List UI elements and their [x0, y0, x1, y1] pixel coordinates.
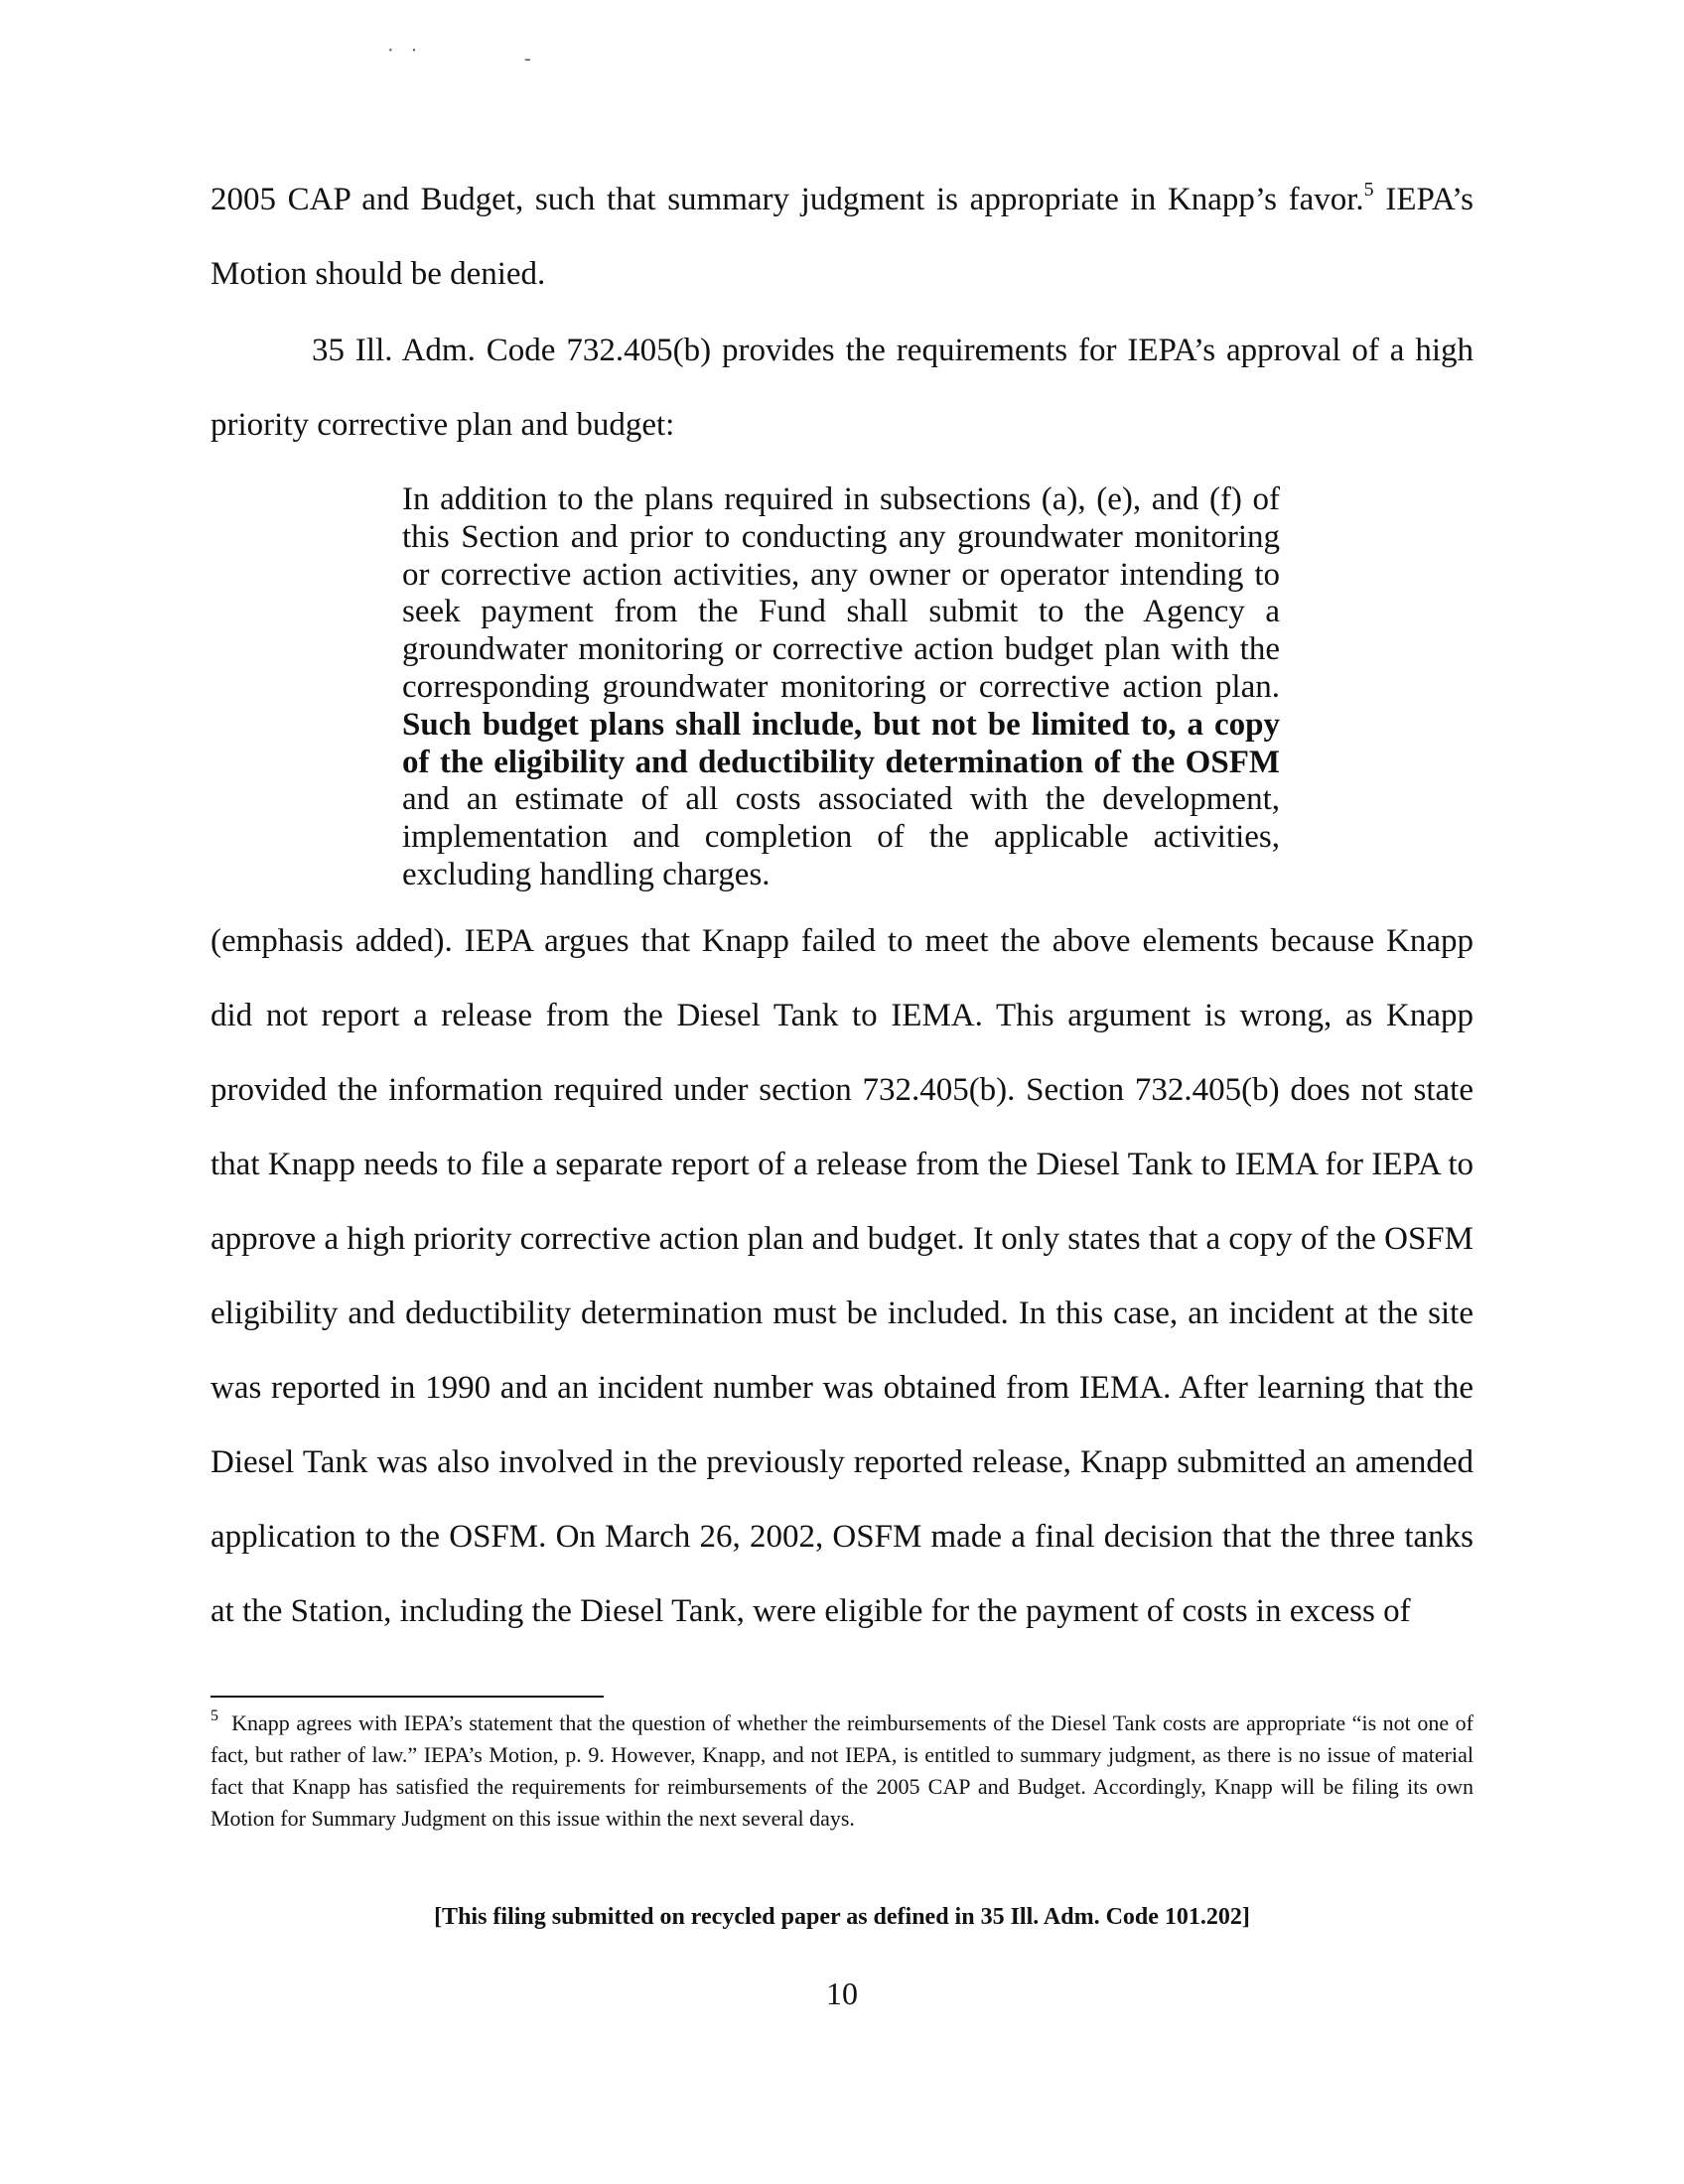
- recycled-paper-notice: [This filing submitted on recycled paper as defined in 35 Ill. Adm. Code 101.202]: [434, 1904, 1250, 1930]
- block-quote: [402, 481, 1280, 894]
- quote-text-end: and an estimate of all costs associated with the development, implementation and completion of the applicable activities, excluding handling charges.: [402, 781, 1280, 892]
- footnote-marker: 5: [210, 1707, 218, 1724]
- paragraph-2: 35 Ill. Adm. Code 732.405(b) provides the requirements for IEPA’s approval of a high priority corrective plan and budget:: [210, 333, 1474, 443]
- paragraph-1: [210, 163, 1474, 312]
- quote-emphasis: Such budget plans shall include, but not be limited to, a copy of the eligibility and deductibility determination of the OSFM: [402, 706, 1280, 780]
- footnote-separator: [210, 1696, 604, 1698]
- footnote-5: [210, 1707, 1474, 1835]
- scan-artifact: · ·: [387, 40, 424, 62]
- footnote-reference: 5: [1363, 179, 1374, 201]
- page-number: 10: [826, 1976, 858, 2011]
- scan-artifact-dash: -: [524, 48, 531, 69]
- paragraph-1-text-b: IEPA’s Motion should be denied.: [210, 182, 1474, 292]
- paragraph-1-text-a: 2005 CAP and Budget, such that summary judgment is appropriate in Knapp’s favor.: [210, 182, 1364, 217]
- footnote-text: Knapp agrees with IEPA’s statement that the question of whether the reimbursements of the Diesel Tank costs are appropriate “is not one of fact, but rather of law.” IEPA’s Motion, p. 9. However, Knapp, and not IEPA, is entitled to summary judgment, as there is no issue of material fact that Knapp has satisfied the requirements for reimbursements of the 2005 CAP and Budget. Accordingly, Knapp will be filing its own Motion for Summary Judgment on this issue within the next several days.: [210, 1710, 1474, 1831]
- paragraph-3: (emphasis added). IEPA argues that Knapp failed to meet the above elements because Knapp did not report a release from the Diesel Tank to IEMA. This argument is wrong, as Knapp provided the information required under section 732.405(b). Section 732.405(b) does not state that Knapp needs to file a separate report of a release from the Diesel Tank to IEMA for IEPA to approve a high priority corrective action plan and budget. It only states that a copy of the OSFM eligibility and deductibility determination must be included. In this case, an incident at the site was reported in 1990 and an incident number was obtained from IEMA. After learning that the Diesel Tank was also involved in the previously reported release, Knapp submitted an amended application to the OSFM. On March 26, 2002, OSFM made a final decision that the three tanks at the Station, including the Diesel Tank, were eligible for the payment of costs in excess of: [210, 923, 1474, 1629]
- quote-text-start: In addition to the plans required in subsections (a), (e), and (f) of this Section and prior to conducting any groundwater monitoring or corrective action activities, any owner or operator intending to seek payment from the Fund shall submit to the Agency a groundwater monitoring or corrective action budget plan with the corresponding groundwater monitoring or corrective action plan.: [402, 481, 1280, 705]
